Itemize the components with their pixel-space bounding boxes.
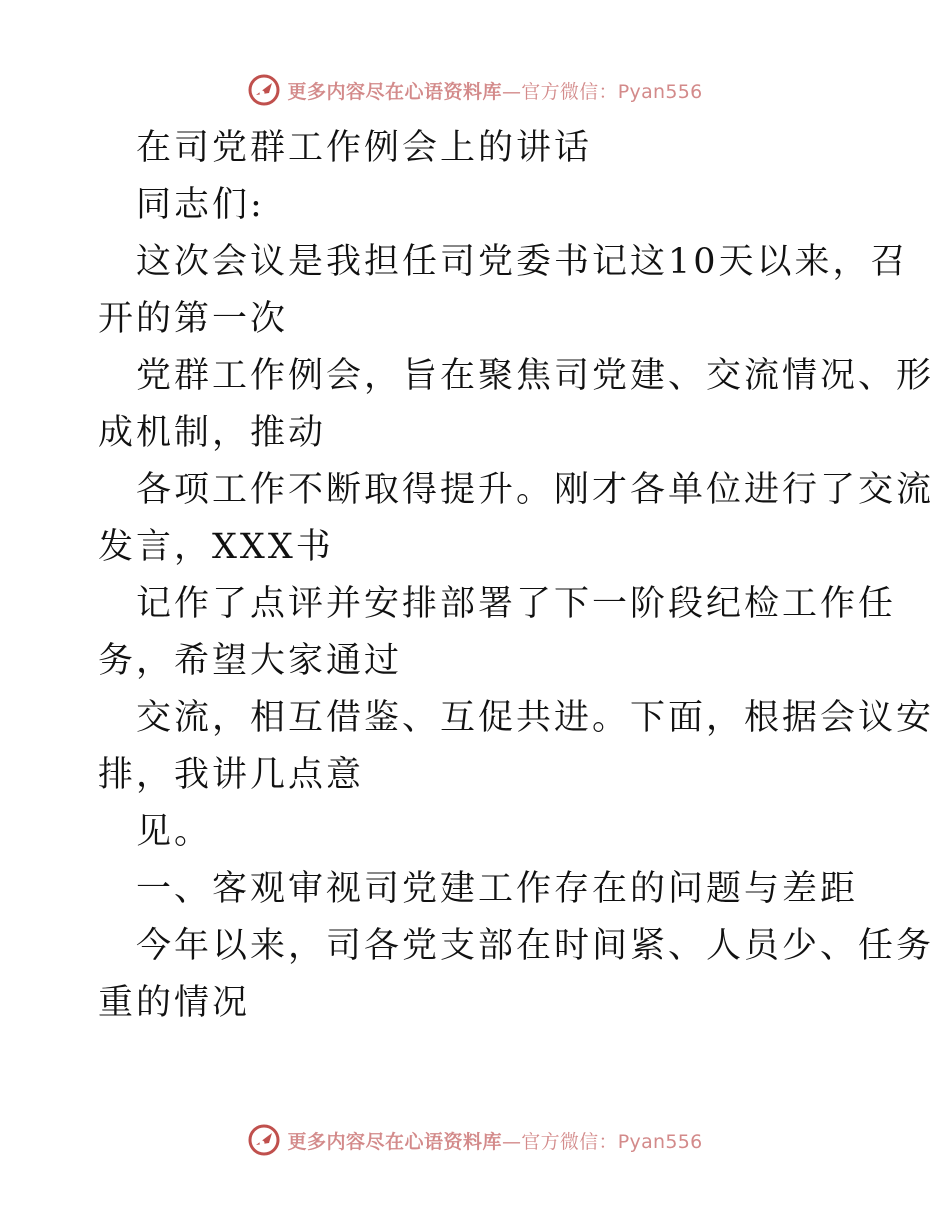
paragraph-line: 开的第一次: [98, 299, 289, 339]
paragraph-line: 务，希望大家通过: [98, 641, 403, 681]
paragraph-line: 这次会议是我担任司党委书记这10天以来，召: [136, 242, 909, 282]
banner-sub-text: —官方微信：Pyan556: [501, 80, 703, 103]
paragraph-line: 成机制，推动: [98, 413, 327, 453]
banner-main-text: 更多内容尽在心语资料库: [287, 1130, 502, 1153]
paragraph-line: 党群工作例会，旨在聚焦司党建、交流情况、形: [136, 356, 935, 396]
paragraph-line: 今年以来，司各党支部在时间紧、人员少、任务: [136, 926, 935, 966]
brand-logo-icon: [247, 1123, 281, 1157]
document-title: 在司党群工作例会上的讲话: [136, 128, 593, 168]
section-heading: 一、客观审视司党建工作存在的问题与差距: [136, 869, 859, 909]
banner-main-text: 更多内容尽在心语资料库: [287, 80, 502, 103]
salutation: 同志们:: [136, 185, 265, 225]
paragraph-line: 交流，相互借鉴、互促共进。下面，根据会议安: [136, 698, 935, 738]
paragraph-line: 见。: [136, 812, 213, 852]
paragraph-line: 重的情况: [98, 983, 251, 1023]
paragraph-line: 记作了点评并安排部署了下一阶段纪检工作任: [136, 584, 897, 624]
paragraph-line: 发言，XXX书: [98, 527, 334, 567]
banner-sub-text: —官方微信：Pyan556: [501, 1130, 703, 1153]
footer-watermark: [0, 1120, 950, 1160]
header-watermark: [0, 70, 950, 110]
paragraph-line: 排，我讲几点意: [98, 755, 365, 795]
document-body: [98, 120, 935, 1032]
brand-logo-icon: [247, 73, 281, 107]
paragraph-line: 各项工作不断取得提升。刚才各单位进行了交流: [136, 470, 935, 510]
